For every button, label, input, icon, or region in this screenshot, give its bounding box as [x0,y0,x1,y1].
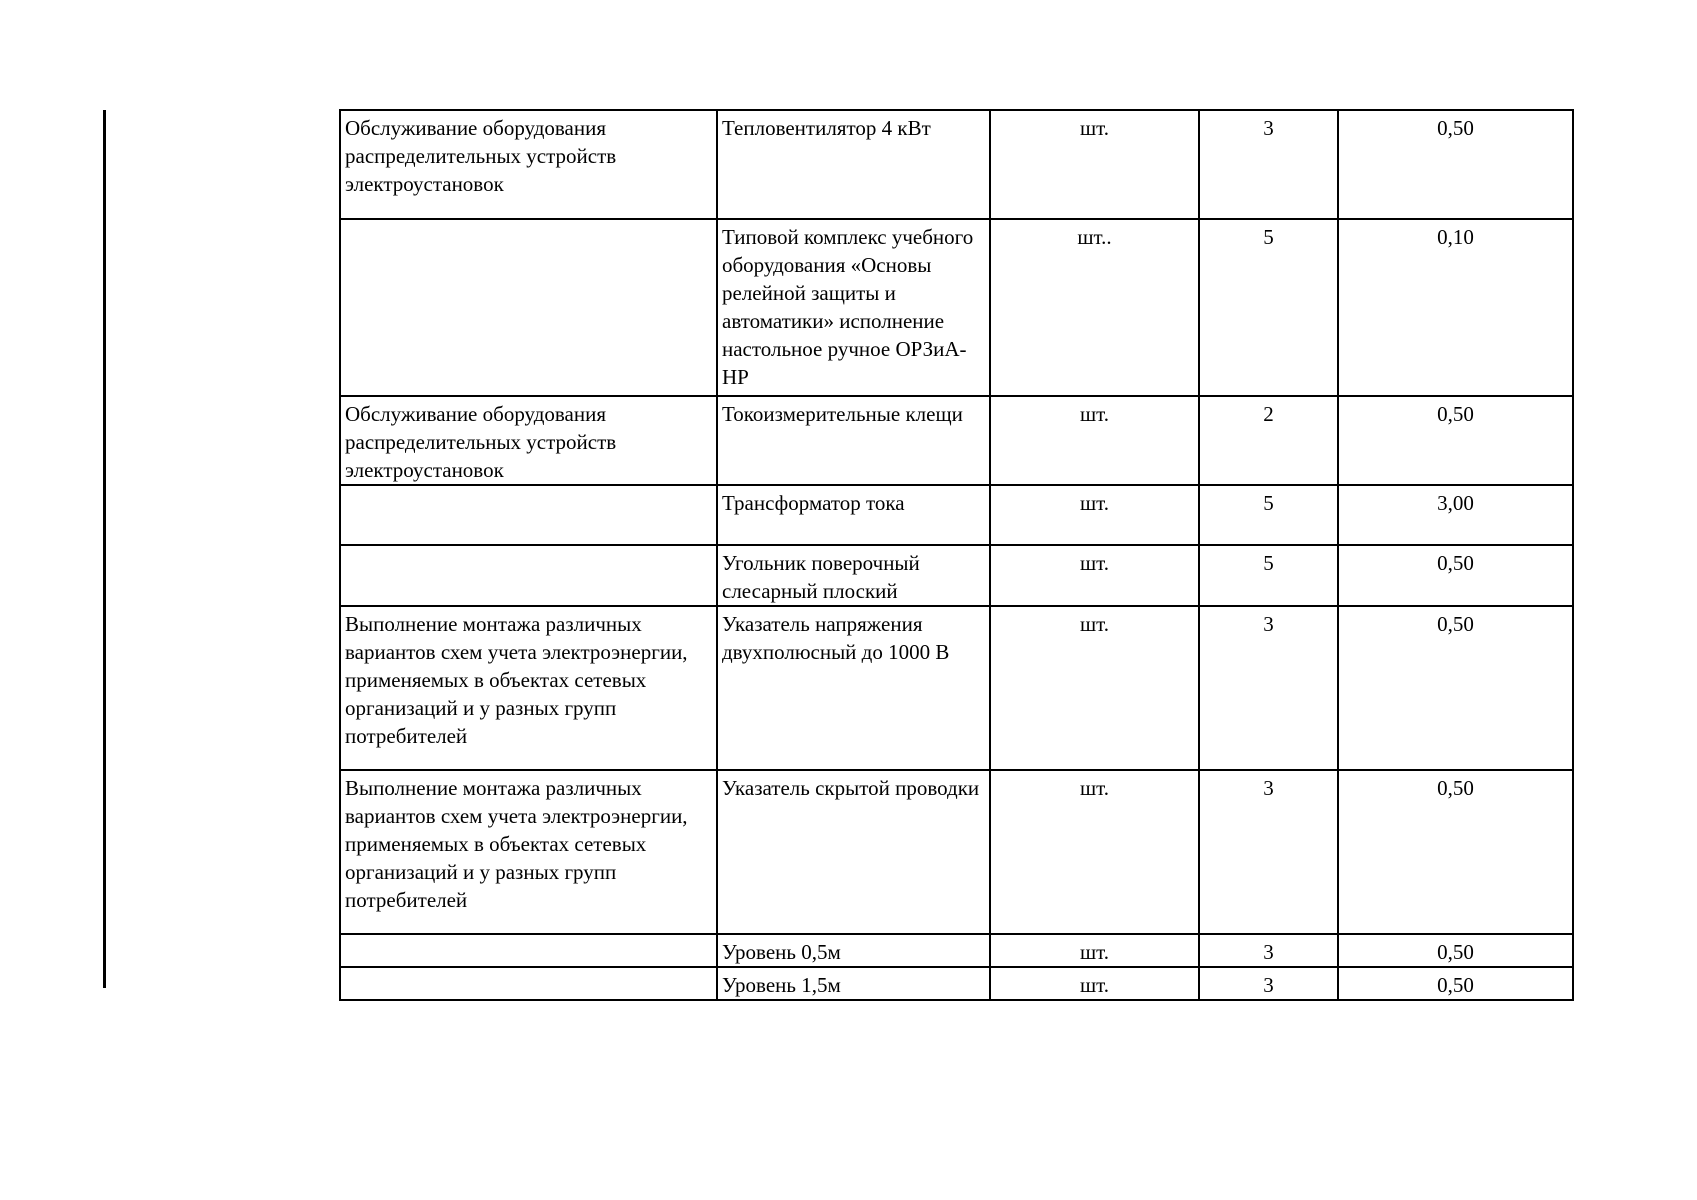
table-row [340,396,1573,485]
unit-cell: шт. [990,396,1199,485]
unit-cell: шт. [990,770,1199,934]
unit-cell: шт.. [990,219,1199,396]
item-cell: Токоизмерительные клещи [717,396,990,485]
unit-cell: шт. [990,110,1199,219]
table-row [340,606,1573,770]
item-cell: Уровень 0,5м [717,934,990,967]
unit-cell: шт. [990,967,1199,1000]
work-cell [340,934,717,967]
unit-cell: шт. [990,606,1199,770]
qty-cell: 2 [1199,396,1338,485]
table-row [340,770,1573,934]
qty-cell: 3 [1199,110,1338,219]
qty-cell: 5 [1199,485,1338,545]
work-cell [340,485,717,545]
value-cell: 0,10 [1338,219,1573,396]
unit-cell: шт. [990,934,1199,967]
item-cell: Уровень 1,5м [717,967,990,1000]
work-cell: Выполнение монтажа различных вариантов схем учета электроэнергии, применяемых в объектах сетевых организаций и у разных групп потребителей [340,770,717,934]
item-cell: Тепловентилятор 4 кВт [717,110,990,219]
unit-cell: шт. [990,485,1199,545]
item-cell: Указатель скрытой проводки [717,770,990,934]
value-cell: 0,50 [1338,606,1573,770]
work-cell [340,967,717,1000]
table-row [340,545,1573,606]
value-cell: 0,50 [1338,110,1573,219]
table-row [340,967,1573,1000]
value-cell: 0,50 [1338,934,1573,967]
work-cell [340,219,717,396]
work-cell [340,545,717,606]
qty-cell: 3 [1199,770,1338,934]
qty-cell: 5 [1199,219,1338,396]
value-cell: 3,00 [1338,485,1573,545]
work-cell: Выполнение монтажа различных вариантов схем учета электроэнергии, применяемых в объектах сетевых организаций и у разных групп потребителей [340,606,717,770]
value-cell: 0,50 [1338,967,1573,1000]
equipment-table [339,109,1574,1001]
value-cell: 0,50 [1338,396,1573,485]
margin-rule [103,110,106,988]
qty-cell: 3 [1199,934,1338,967]
item-cell: Типовой комплекс учебного оборудования «Основы релейной защиты и автоматики» исполнение настольное ручное ОРЗиА-НР [717,219,990,396]
value-cell: 0,50 [1338,770,1573,934]
table-row [340,110,1573,219]
qty-cell: 3 [1199,606,1338,770]
item-cell: Угольник поверочный слесарный плоский [717,545,990,606]
value-cell: 0,50 [1338,545,1573,606]
item-cell: Указатель напряжения двухполюсный до 1000 В [717,606,990,770]
table-row [340,485,1573,545]
work-cell: Обслуживание оборудования распределительных устройств электроустановок [340,110,717,219]
qty-cell: 5 [1199,545,1338,606]
table-row [340,934,1573,967]
work-cell: Обслуживание оборудования распределительных устройств электроустановок [340,396,717,485]
qty-cell: 3 [1199,967,1338,1000]
item-cell: Трансформатор тока [717,485,990,545]
table-row [340,219,1573,396]
unit-cell: шт. [990,545,1199,606]
